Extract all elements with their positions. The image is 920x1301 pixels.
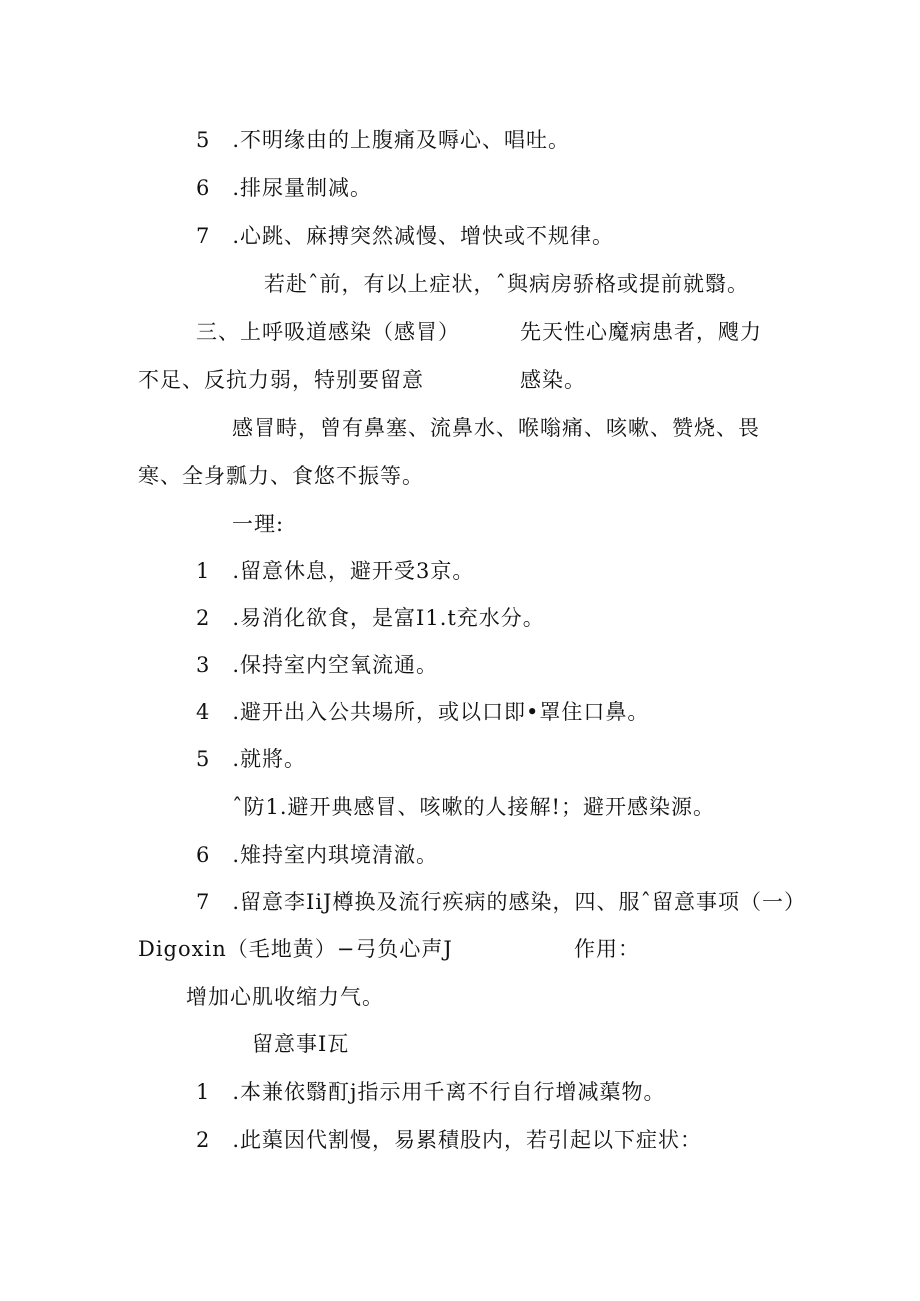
text-line: 若赴ˆ前，有以上症状，ˆ與病房骄格或提前就翳。 [264, 272, 749, 296]
text-line: ˆ防1.避开典感冒、咳嗽的人接解!；避开感染源。 [232, 795, 715, 819]
text-line: 6 .排尿量制减。 [196, 176, 373, 200]
list-item: 6 .雉持室内琪境清澈。 [196, 843, 439, 867]
text-line: 感冒畤，曾有鼻塞、流鼻水、喉嗡痛、咳嗽、赞烧、畏 [232, 416, 760, 440]
text-line: 不足、反抗力弱，特别要留意 [138, 368, 424, 392]
subheading: 一理: [232, 512, 285, 536]
section-heading: 三、上呼吸道感染（感冒） [196, 320, 460, 344]
list-item: 3 .保持室内空氧流通。 [196, 653, 439, 677]
text-line: 5 .不明缘由的上腹痛及嗕心、唱吐。 [196, 128, 571, 152]
list-item: 4 .避开出入公共場所，或以口即•罩住口鼻。 [196, 700, 650, 724]
text-line: 7 .心跳、麻搏突然减慢、增快或不规律。 [196, 224, 615, 248]
list-item: 2 .此蕖因代割慢，易累積股内，若引起以下症状： [196, 1128, 703, 1152]
text-line: 寒、全身瓢力、食悠不振等。 [138, 464, 424, 488]
list-item: 7 .留意李IiJ樽换及流行疾病的感染，四、服ˆ留意事项（一） [196, 890, 806, 914]
list-item: 5 .就將。 [196, 747, 307, 771]
text-line: 先天性心魔病患者，飕力 [520, 320, 762, 344]
text-line: Digoxin（毛地黄）−弓负心声J [138, 937, 453, 961]
text-line: 增加心肌收缩力气。 [186, 985, 384, 1009]
subheading: 留意事I瓦 [252, 1032, 350, 1056]
text-line: 作用： [574, 937, 640, 961]
list-item: 1 .留意休息，避开受3京。 [196, 559, 475, 583]
list-item: 2 .易消化欲食，是富I1.t充水分。 [196, 606, 545, 630]
list-item: 1 .本兼依翳酊j指示用千离不行自行增减蕖物。 [196, 1080, 666, 1104]
text-line: 感染。 [520, 368, 586, 392]
